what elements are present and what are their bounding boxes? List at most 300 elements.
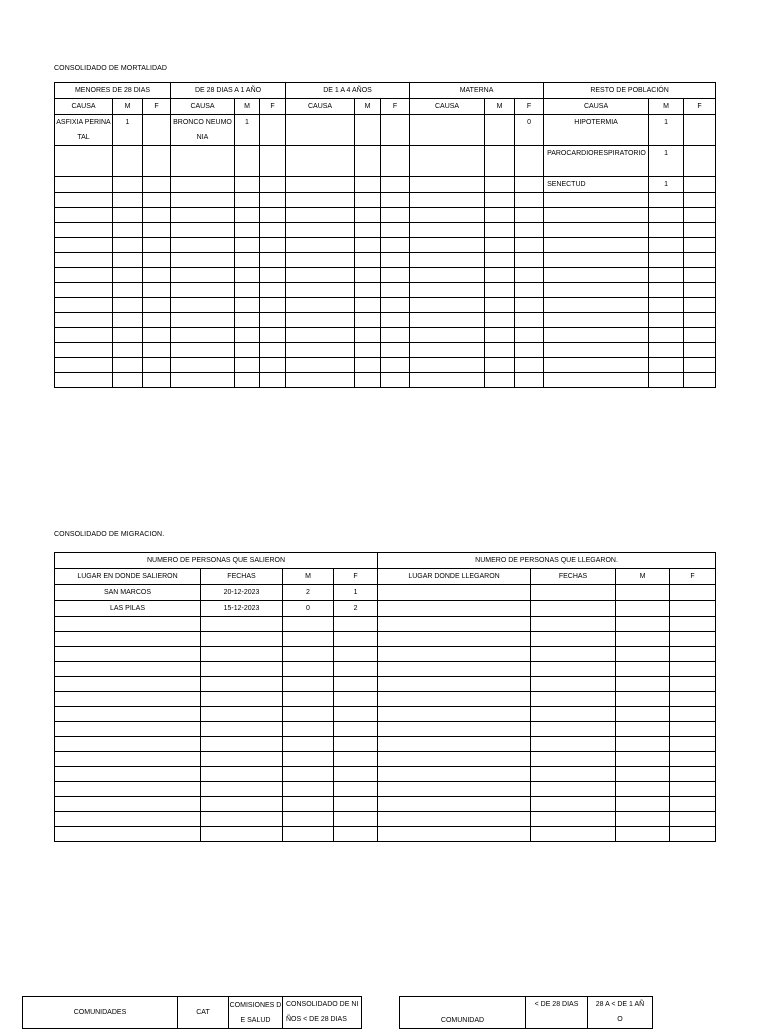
table-cell: [260, 223, 286, 238]
table-row: [55, 601, 716, 617]
table-cell: [334, 647, 378, 662]
table-cell: 15-12-2023: [201, 601, 283, 617]
table-cell: [670, 662, 716, 677]
table-cell: [485, 146, 515, 177]
m-header: M: [485, 99, 515, 115]
table-cell: [283, 737, 334, 752]
table-cell: [670, 601, 716, 617]
table-cell: [201, 677, 283, 692]
table-cell: [684, 208, 716, 223]
table-cell: [515, 343, 544, 358]
table-cell: [531, 647, 616, 662]
table-cell: [410, 146, 485, 177]
table-cell: [485, 208, 515, 223]
table-cell: [55, 617, 201, 632]
table-cell: 0: [283, 601, 334, 617]
table-row: [55, 343, 716, 358]
table-cell: [544, 223, 649, 238]
table-cell: [171, 177, 235, 193]
table-row: [55, 223, 716, 238]
table-cell: [171, 283, 235, 298]
table-cell: [171, 358, 235, 373]
table-cell: [334, 692, 378, 707]
table-cell: [378, 707, 531, 722]
table-cell: [670, 585, 716, 601]
table-cell: [334, 737, 378, 752]
comunidad-header-text: COMUNIDAD: [440, 1017, 485, 1024]
table-cell: [260, 253, 286, 268]
table-cell: [260, 193, 286, 208]
table-cell: [286, 373, 355, 388]
table-cell: [235, 268, 260, 283]
table-cell: [616, 692, 670, 707]
f-header: F: [381, 99, 410, 115]
table-cell: [201, 617, 283, 632]
table-cell: [616, 601, 670, 617]
table-cell: [143, 115, 171, 146]
table-cell: 1: [649, 146, 684, 177]
table-cell: [113, 283, 143, 298]
table-cell: [286, 328, 355, 343]
table-cell: [171, 238, 235, 253]
table-cell: [334, 722, 378, 737]
table-cell: [544, 253, 649, 268]
table-cell: [260, 343, 286, 358]
table-cell: [55, 268, 113, 283]
table-cell: [485, 268, 515, 283]
table-cell: [544, 238, 649, 253]
table-cell: [485, 343, 515, 358]
table-cell: [355, 208, 381, 223]
table-cell: [143, 343, 171, 358]
table-row: [55, 812, 716, 827]
table-cell: 1: [235, 115, 260, 146]
mortalidad-table: [54, 82, 716, 388]
table-row: [55, 193, 716, 208]
table-row: [55, 358, 716, 373]
table-cell: [515, 328, 544, 343]
table-cell: [334, 707, 378, 722]
table-cell: [235, 177, 260, 193]
table-cell: [55, 647, 201, 662]
table-cell: [235, 313, 260, 328]
table-row: [55, 208, 716, 223]
table-row: [55, 752, 716, 767]
table-cell: [515, 373, 544, 388]
mortalidad-title: CONSOLIDADO DE MORTALIDAD: [54, 65, 168, 72]
table-cell: [544, 208, 649, 223]
table-cell: [143, 373, 171, 388]
table-cell: [381, 298, 410, 313]
table-cell: 1: [649, 115, 684, 146]
table-cell: [616, 827, 670, 842]
table-cell: [381, 283, 410, 298]
table-cell: [515, 313, 544, 328]
table-cell: [143, 146, 171, 177]
table-cell: [616, 707, 670, 722]
comisiones-header-text: COMISIONES DE SALUD: [229, 1001, 282, 1024]
table-cell: [235, 223, 260, 238]
table-cell: [649, 343, 684, 358]
table-cell: [531, 827, 616, 842]
table-cell: [55, 752, 201, 767]
table-row: [55, 283, 716, 298]
table-cell: [286, 146, 355, 177]
table-cell: [355, 115, 381, 146]
table-cell: [260, 177, 286, 193]
table-cell: [649, 223, 684, 238]
table-cell: [201, 812, 283, 827]
table-cell: [334, 782, 378, 797]
table-cell: [649, 373, 684, 388]
table-cell: [410, 298, 485, 313]
group-header: MATERNA: [410, 83, 544, 99]
table-cell: [334, 827, 378, 842]
f-header: F: [515, 99, 544, 115]
table-cell: [113, 313, 143, 328]
table-cell: [171, 208, 235, 223]
table-cell: [355, 253, 381, 268]
table-cell: [381, 268, 410, 283]
table-cell: [143, 328, 171, 343]
table-cell: [113, 208, 143, 223]
table-cell: [531, 707, 616, 722]
table-cell: [260, 358, 286, 373]
table-cell: [684, 268, 716, 283]
table-cell: [286, 313, 355, 328]
table-cell: [410, 208, 485, 223]
table-cell: [381, 343, 410, 358]
table-cell: [531, 812, 616, 827]
table-row: [55, 632, 716, 647]
table-cell: [515, 177, 544, 193]
table-cell: [143, 298, 171, 313]
group-header: DE 28 DIAS A 1 AÑO: [171, 83, 286, 99]
table-cell: [515, 208, 544, 223]
table-cell: [286, 298, 355, 313]
migracion-title: CONSOLIDADO DE MIGRACION.: [54, 531, 165, 538]
table-cell: [616, 647, 670, 662]
table-cell: [171, 313, 235, 328]
table-cell: [515, 283, 544, 298]
table-cell: [410, 358, 485, 373]
table-cell: [684, 253, 716, 268]
table-cell: [355, 268, 381, 283]
table-cell: [616, 752, 670, 767]
table-cell: 20-12-2023: [201, 585, 283, 601]
table-cell: [378, 585, 531, 601]
table-cell: [649, 283, 684, 298]
table-cell: HIPOTERMIA: [544, 115, 649, 146]
table-cell: [113, 253, 143, 268]
table-row: [55, 238, 716, 253]
table-cell: [283, 662, 334, 677]
table-cell: [201, 722, 283, 737]
table-cell: [670, 797, 716, 812]
table-cell: [670, 827, 716, 842]
table-cell: [235, 193, 260, 208]
table-cell: [684, 115, 716, 146]
table-cell: [515, 238, 544, 253]
table-cell: [355, 223, 381, 238]
causa-header: CAUSA: [55, 99, 113, 115]
table-cell: [684, 223, 716, 238]
table-cell: [171, 328, 235, 343]
table-cell: [55, 193, 113, 208]
causa-header: CAUSA: [410, 99, 485, 115]
table-cell: [201, 707, 283, 722]
table-cell: [171, 223, 235, 238]
table-cell: [286, 193, 355, 208]
table-cell: [171, 268, 235, 283]
table-cell: [485, 313, 515, 328]
table-cell: 0: [515, 115, 544, 146]
table-cell: [378, 601, 531, 617]
table-cell: [531, 585, 616, 601]
table-cell: 1: [334, 585, 378, 601]
table-cell: [410, 343, 485, 358]
table-cell: [649, 313, 684, 328]
table-cell: [55, 223, 113, 238]
table-cell: [381, 328, 410, 343]
table-cell: [649, 253, 684, 268]
column-header: M: [616, 569, 670, 585]
table-cell: [378, 782, 531, 797]
table-cell: [649, 268, 684, 283]
table-cell: [355, 283, 381, 298]
table-cell: [616, 585, 670, 601]
table-cell: [381, 208, 410, 223]
table-row: [55, 707, 716, 722]
table-cell: [235, 238, 260, 253]
table-cell: [616, 662, 670, 677]
table-cell: [201, 782, 283, 797]
table-cell: [378, 647, 531, 662]
table-cell: [616, 722, 670, 737]
table-row: [55, 253, 716, 268]
table-cell: [485, 223, 515, 238]
table-cell: [283, 782, 334, 797]
table-cell: [334, 677, 378, 692]
table-cell: [235, 208, 260, 223]
table-row: [55, 585, 716, 601]
table-cell: [283, 647, 334, 662]
table-cell: [334, 662, 378, 677]
table-cell: [616, 797, 670, 812]
table-cell: [485, 283, 515, 298]
table-cell: [410, 115, 485, 146]
table-cell: [283, 812, 334, 827]
table-cell: [670, 767, 716, 782]
table-cell: [381, 115, 410, 146]
salieron-header: NUMERO DE PERSONAS QUE SALIERON: [55, 553, 378, 569]
table-cell: [55, 767, 201, 782]
table-cell: [260, 115, 286, 146]
group-header: RESTO DE POBLACIÓN: [544, 83, 716, 99]
table-cell: [670, 722, 716, 737]
table-cell: [410, 223, 485, 238]
table-cell: [334, 767, 378, 782]
table-cell: [378, 827, 531, 842]
table-cell: [355, 328, 381, 343]
table-cell: PAROCARDIORESPIRATORIO: [544, 146, 649, 177]
table-cell: [381, 177, 410, 193]
table-cell: [143, 208, 171, 223]
table-cell: [378, 737, 531, 752]
table-cell: [113, 223, 143, 238]
table-cell: [684, 328, 716, 343]
table-cell: [143, 223, 171, 238]
table-cell: [286, 177, 355, 193]
m-header: M: [355, 99, 381, 115]
table-cell: [381, 358, 410, 373]
table-cell: [649, 193, 684, 208]
table-cell: [684, 238, 716, 253]
table-cell: [55, 253, 113, 268]
f-header: F: [260, 99, 286, 115]
table-cell: [381, 223, 410, 238]
table-cell: [143, 193, 171, 208]
group-header: DE 1 A 4 AÑOS: [286, 83, 410, 99]
table-cell: [235, 283, 260, 298]
table-cell: 2: [334, 601, 378, 617]
table-cell: [201, 662, 283, 677]
table-cell: [283, 617, 334, 632]
table-cell: [55, 283, 113, 298]
table-cell: [113, 358, 143, 373]
table-cell: [649, 358, 684, 373]
table-row: [55, 662, 716, 677]
table-cell: [378, 617, 531, 632]
table-cell: [670, 692, 716, 707]
table-cell: [201, 827, 283, 842]
table-cell: [616, 767, 670, 782]
table-cell: ASFIXIA PERINATAL: [55, 115, 113, 146]
comunidades-header: COMUNIDADES: [23, 997, 178, 1029]
table-cell: [143, 268, 171, 283]
table-row: [55, 617, 716, 632]
table-cell: [201, 632, 283, 647]
table-cell: [378, 722, 531, 737]
table-cell: [381, 193, 410, 208]
table-cell: [55, 737, 201, 752]
table-cell: [283, 752, 334, 767]
table-cell: [201, 737, 283, 752]
table-row: [55, 677, 716, 692]
table-cell: [684, 373, 716, 388]
cat-header: CAT: [178, 997, 229, 1029]
table-cell: [283, 692, 334, 707]
table-cell: [55, 662, 201, 677]
table-cell: [283, 767, 334, 782]
f-header: F: [143, 99, 171, 115]
table-cell: [55, 208, 113, 223]
table-row: [55, 115, 716, 146]
table-cell: [670, 617, 716, 632]
table-cell: [649, 298, 684, 313]
table-cell: LAS PILAS: [55, 601, 201, 617]
table-cell: [670, 812, 716, 827]
table-cell: [531, 752, 616, 767]
table-cell: [260, 298, 286, 313]
table-cell: [113, 177, 143, 193]
table-cell: [485, 115, 515, 146]
table-cell: [113, 193, 143, 208]
table-cell: [113, 328, 143, 343]
column-header: F: [670, 569, 716, 585]
table-cell: [515, 298, 544, 313]
table-cell: [171, 146, 235, 177]
table-cell: [531, 662, 616, 677]
column-header: M: [283, 569, 334, 585]
table-row: [55, 268, 716, 283]
table-cell: [286, 115, 355, 146]
table-cell: [283, 797, 334, 812]
table-cell: [334, 752, 378, 767]
column-header: LUGAR EN DONDE SALIERON: [55, 569, 201, 585]
table-cell: [55, 238, 113, 253]
table-cell: [55, 373, 113, 388]
table-cell: [410, 177, 485, 193]
table-cell: [378, 767, 531, 782]
table-cell: BRONCO NEUMONIA: [171, 115, 235, 146]
table-cell: [410, 283, 485, 298]
table-row: [55, 298, 716, 313]
table-cell: [670, 647, 716, 662]
table-cell: 2: [283, 585, 334, 601]
table-cell: [531, 782, 616, 797]
table-cell: [334, 797, 378, 812]
column-header: FECHAS: [531, 569, 616, 585]
table-cell: [286, 238, 355, 253]
table-cell: [286, 268, 355, 283]
table-cell: [378, 812, 531, 827]
table-cell: [485, 193, 515, 208]
table-cell: 1: [649, 177, 684, 193]
table-cell: [55, 692, 201, 707]
table-cell: [286, 283, 355, 298]
table-cell: [485, 358, 515, 373]
table-cell: [55, 313, 113, 328]
table-cell: [235, 146, 260, 177]
table-cell: [143, 358, 171, 373]
table-cell: [381, 146, 410, 177]
table-cell: [355, 358, 381, 373]
table-row: [55, 827, 716, 842]
table-cell: [544, 343, 649, 358]
table-cell: [531, 617, 616, 632]
table-cell: [55, 632, 201, 647]
table-row: [55, 767, 716, 782]
f-header: F: [684, 99, 716, 115]
table-cell: [378, 632, 531, 647]
table-cell: [684, 177, 716, 193]
table-cell: [55, 707, 201, 722]
table-cell: [355, 146, 381, 177]
table-cell: [235, 253, 260, 268]
table-cell: [171, 373, 235, 388]
table-cell: [283, 827, 334, 842]
table-cell: [201, 647, 283, 662]
table-cell: [355, 373, 381, 388]
table-cell: 1: [113, 115, 143, 146]
table-cell: [355, 177, 381, 193]
table-cell: [355, 298, 381, 313]
table-cell: [355, 313, 381, 328]
table-cell: [616, 812, 670, 827]
table-cell: [201, 692, 283, 707]
table-cell: [283, 632, 334, 647]
